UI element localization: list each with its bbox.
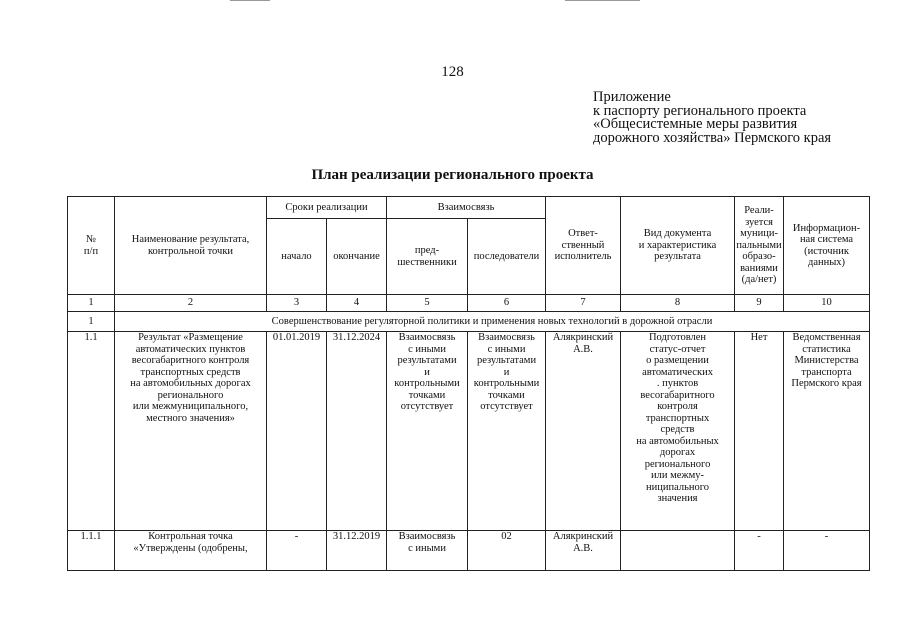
header-start: начало: [267, 219, 327, 295]
row-num: 1.1.1: [68, 531, 115, 571]
appendix-line: «Общесистемные меры развития: [593, 116, 798, 132]
page-number: 128: [441, 64, 464, 80]
row-successors: Взаимосвязь с иными результатами и контрольными точками отсутствует: [468, 332, 546, 531]
column-number: 9: [735, 295, 784, 312]
row-executor: Алякринский А.В.: [546, 332, 621, 531]
header-doc-type: Вид документа и характеристика результата: [621, 197, 735, 295]
header-info-system: Информацион- ная система (источник данных): [784, 197, 870, 295]
header-successors: последователи: [468, 219, 546, 295]
row-doc-type: Подготовлен статус-отчет о размещении автоматических . пунктов весогабаритного контроля транспортных средств на автомобильных дорогах регионального или межму- ниципального значения: [621, 332, 735, 531]
header-num: № п/п: [68, 197, 115, 295]
column-number: 2: [115, 295, 267, 312]
row-doc-type: [621, 531, 735, 571]
section-label: Совершенствование регуляторной политики и применения новых технологий в дорожной отрасли: [115, 312, 870, 332]
row-end: 31.12.2024: [327, 332, 387, 531]
row-predecessors: Взаимосвязь с иными результатами и контрольными точками отсутствует: [387, 332, 468, 531]
header-link: Взаимосвязь: [387, 197, 546, 219]
plan-table: [67, 196, 870, 571]
appendix-note: [593, 91, 893, 145]
row-municipal: Нет: [735, 332, 784, 531]
row-municipal: -: [735, 531, 784, 571]
appendix-line: Приложение: [593, 89, 671, 105]
document-title: План реализации регионального проекта: [311, 167, 594, 183]
row-info-system: Ведомственная статистика Министерства транспорта Пермского края: [784, 332, 870, 531]
header-predecessors: пред- шественники: [387, 219, 468, 295]
row-info-system: -: [784, 531, 870, 571]
row-name: Результат «Размещение автоматических пунктов весогабаритного контроля транспортных средств на автомобильных дорогах регионального или межмуниципального, местного значения»: [115, 332, 267, 531]
row-end: 31.12.2019: [327, 531, 387, 571]
section-num: 1: [68, 312, 115, 332]
row-start: -: [267, 531, 327, 571]
column-number-row: [68, 295, 870, 312]
appendix-line: к паспорту регионального проекта: [593, 102, 807, 119]
row-executor: Алякринский А.В.: [546, 531, 621, 571]
table-row: [68, 531, 870, 571]
column-number: 4: [327, 295, 387, 312]
header-end: окончание: [327, 219, 387, 295]
row-successors: 02: [468, 531, 546, 571]
column-number: 10: [784, 295, 870, 312]
column-number: 5: [387, 295, 468, 312]
appendix-line: дорожного хозяйства» Пермского края: [593, 129, 832, 146]
top-rule-left: [230, 0, 270, 1]
section-row: [68, 312, 870, 332]
row-start: 01.01.2019: [267, 332, 327, 531]
column-number: 6: [468, 295, 546, 312]
column-number: 1: [68, 295, 115, 312]
row-predecessors: Взаимосвязь с иными: [387, 531, 468, 571]
row-num: 1.1: [68, 332, 115, 531]
column-number: 8: [621, 295, 735, 312]
table-row: [68, 332, 870, 531]
header-terms: Сроки реализации: [267, 197, 387, 219]
header-municipal: Реали- зуется муници- пальными образо- ваниями (да/нет): [735, 197, 784, 295]
column-number: 3: [267, 295, 327, 312]
header-executor: Ответ- ственный исполнитель: [546, 197, 621, 295]
top-rule-right: [565, 0, 640, 1]
header-name: Наименование результата, контрольной точки: [115, 197, 267, 295]
column-number: 7: [546, 295, 621, 312]
header-row: [68, 197, 870, 219]
row-name: Контрольная точка «Утверждены (одобрены,: [115, 531, 267, 571]
